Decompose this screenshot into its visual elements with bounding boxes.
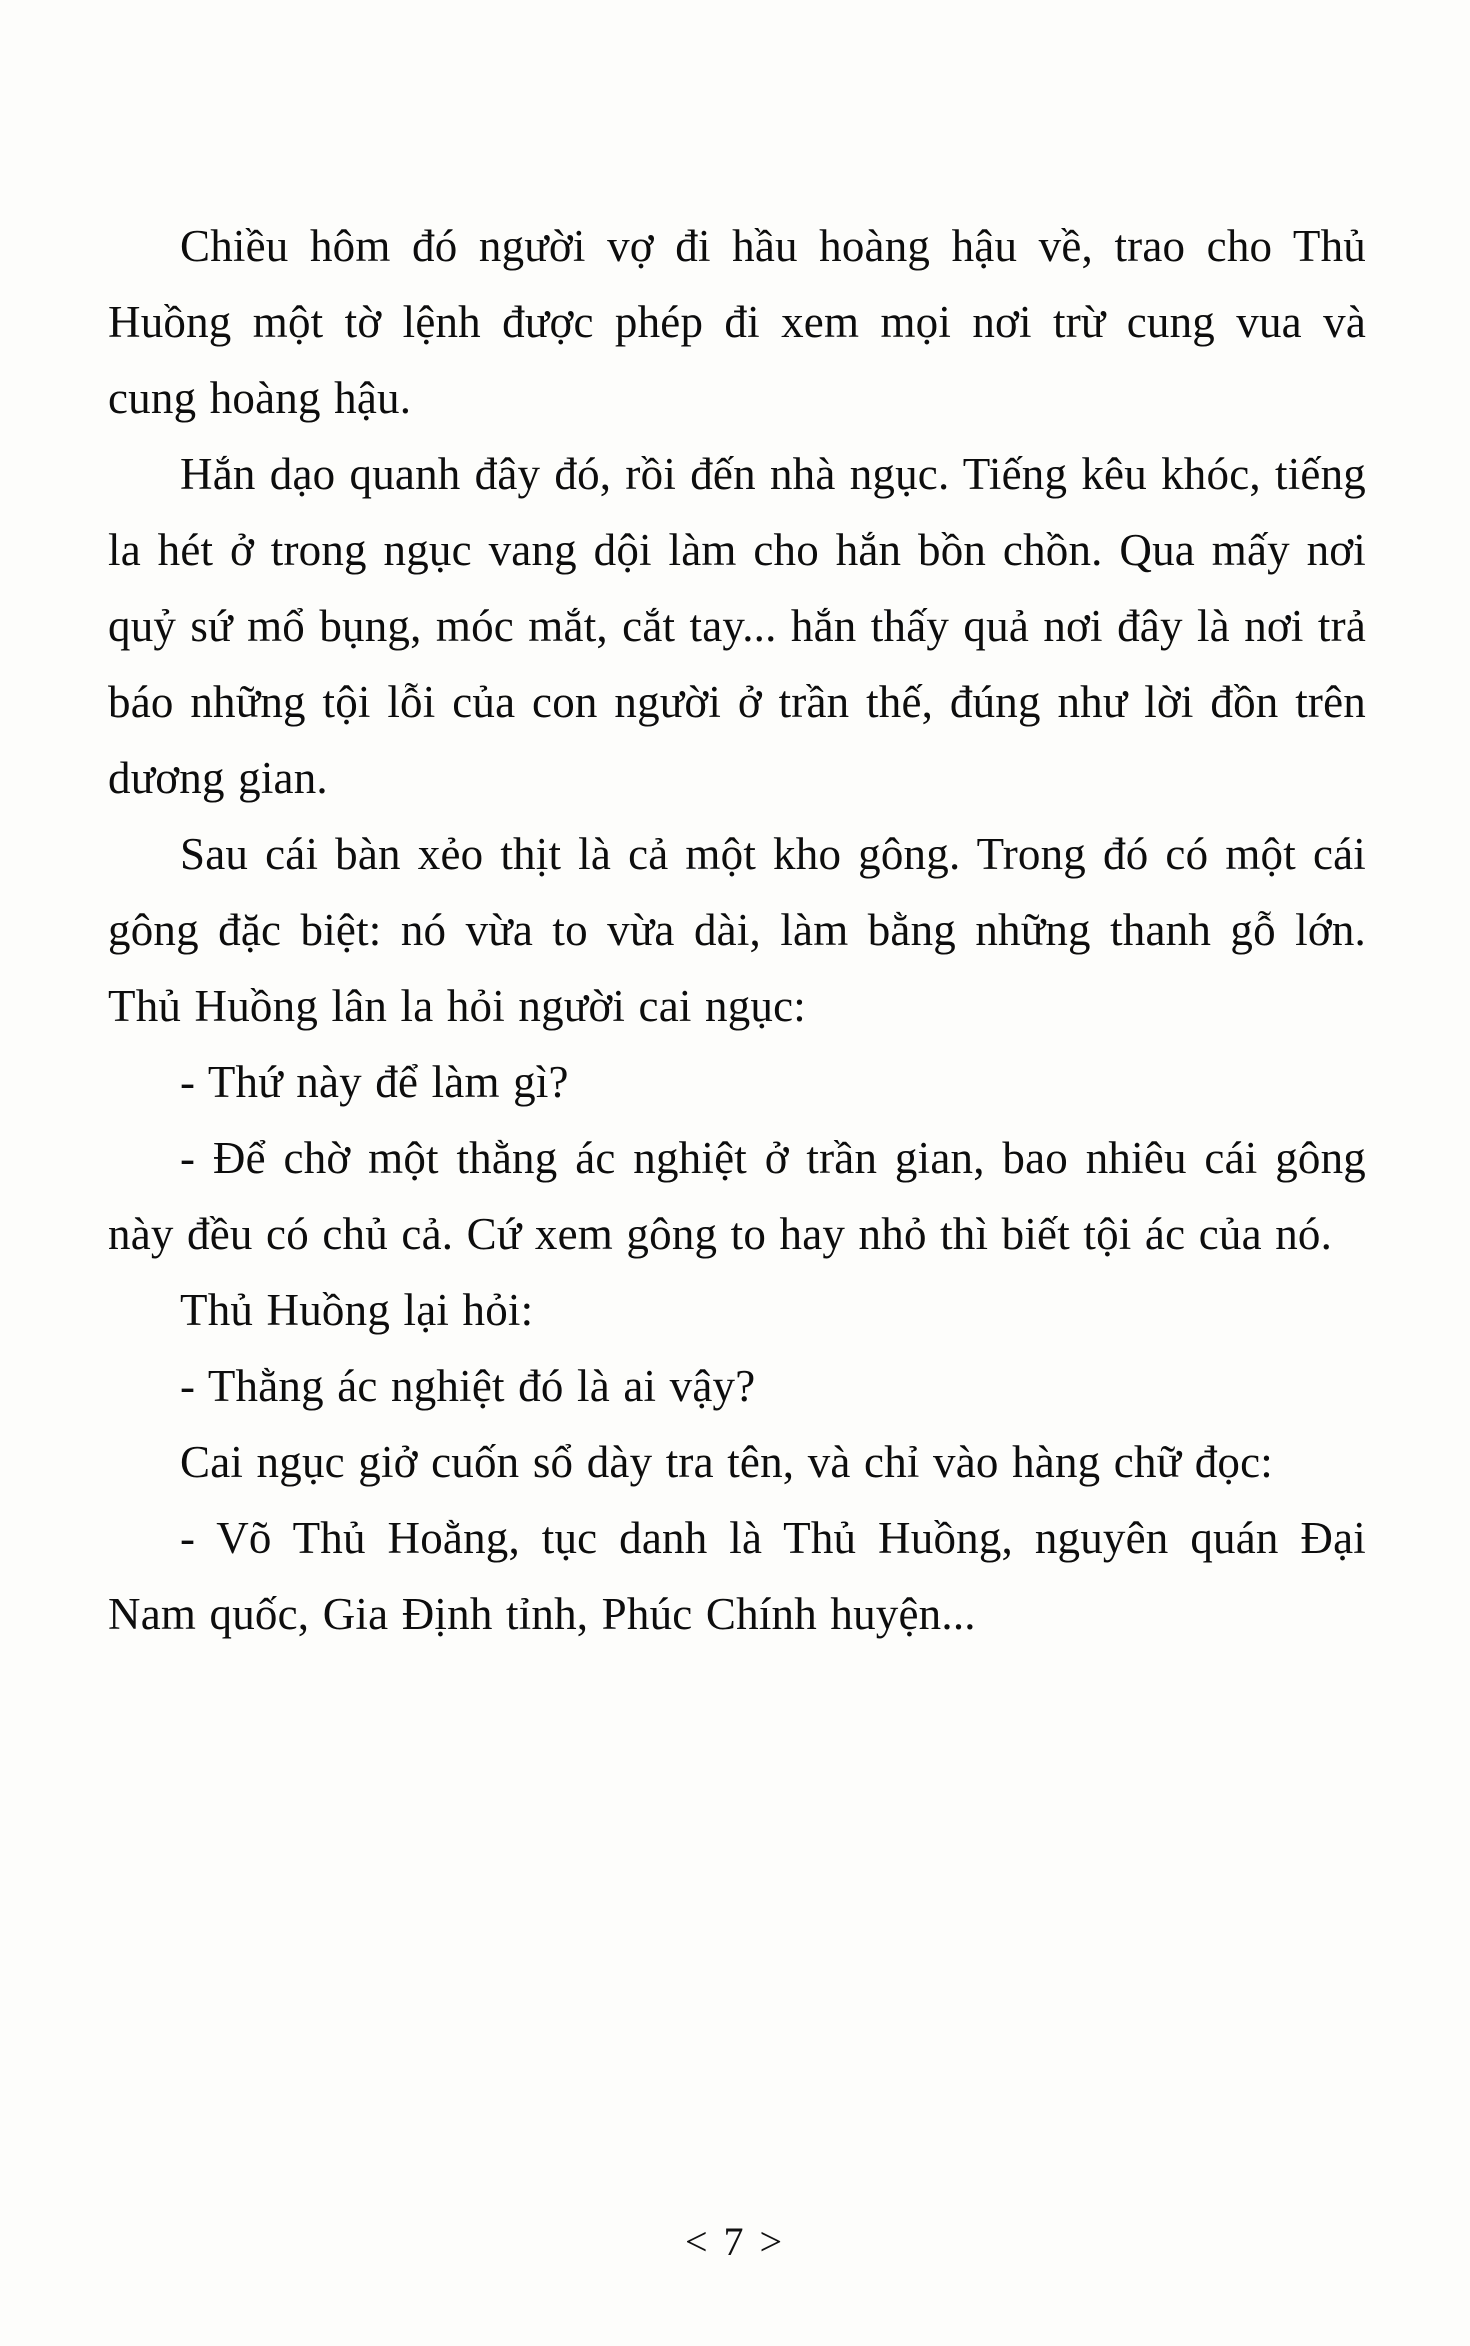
page-number: < 7 > xyxy=(684,2219,786,2264)
paragraph: Cai ngục giở cuốn sổ dày tra tên, và chỉ vào hàng chữ đọc: xyxy=(180,1437,1273,1487)
paragraph-dialog: - Thằng ác nghiệt đó là ai vậy? xyxy=(180,1361,756,1411)
paragraph-dialog: - Thứ này để làm gì? xyxy=(180,1057,569,1107)
paragraph-dialog: - Võ Thủ Hoằng, tục danh là Thủ Huồng, nguyên quán Đại Nam quốc, Gia Định tỉnh, Phúc Chính huyện... xyxy=(108,1513,1366,1639)
paragraph: Hắn dạo quanh đây đó, rồi đến nhà ngục. Tiếng kêu khóc, tiếng la hét ở trong ngục vang dội làm cho hắn bồn chồn. Qua mấy nơi quỷ sứ mổ bụng, móc mắt, cắt tay... hắn thấy quả nơi đây là nơi trả báo những tội lỗi của con người ở trần thế, đúng như lời đồn trên dương gian. xyxy=(108,449,1366,803)
page-text-body xyxy=(108,208,1366,1652)
paragraph: Chiều hôm đó người vợ đi hầu hoàng hậu về, trao cho Thủ Huồng một tờ lệnh được phép đi xem mọi nơi trừ cung vua và cung hoàng hậu. xyxy=(108,221,1366,423)
paragraph-dialog: - Để chờ một thằng ác nghiệt ở trần gian, bao nhiêu cái gông này đều có chủ cả. Cứ xem gông to hay nhỏ thì biết tội ác của nó. xyxy=(108,1133,1366,1259)
paragraph: Sau cái bàn xẻo thịt là cả một kho gông. Trong đó có một cái gông đặc biệt: nó vừa to vừa dài, làm bằng những thanh gỗ lớn. Thủ Huồng lân la hỏi người cai ngục: xyxy=(108,829,1366,1031)
paragraph: Thủ Huồng lại hỏi: xyxy=(180,1285,534,1335)
